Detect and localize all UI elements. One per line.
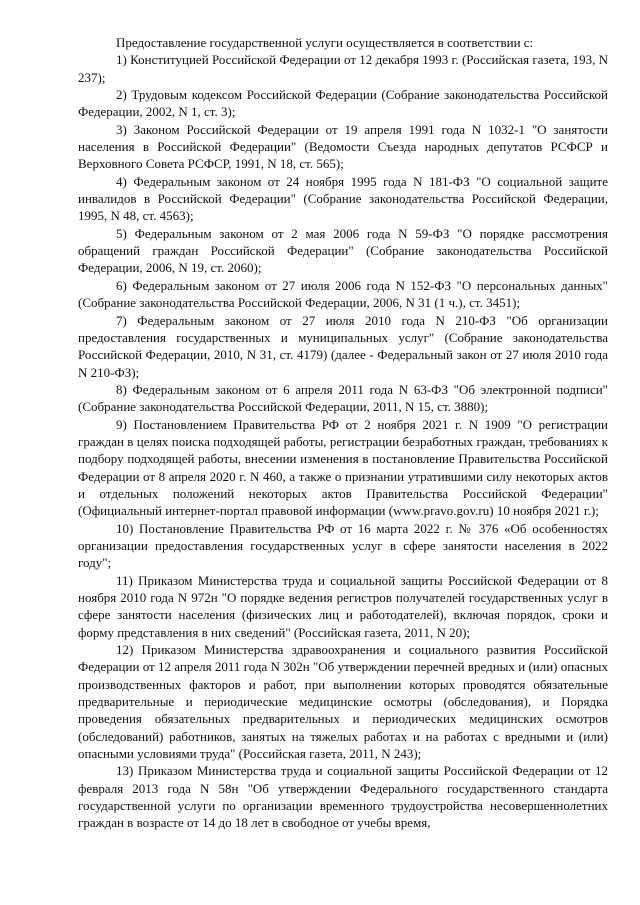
paragraph-intro: Предоставление государственной услуги осуществляется в соответствии с: — [116, 35, 534, 50]
paragraph-item-13: 13) Приказом Министерства труда и социальной защиты Российской Федерации от 12 февраля 2013 года N 58н "Об утверждении Федерального государственного стандарта государственной услуги по организации временного трудоустройства несовершеннолетних граждан в возрасте от 14 до 18 лет в свободное от учебы время, — [78, 763, 608, 831]
paragraph-item-6: 6) Федеральным законом от 27 июля 2006 года N 152-ФЗ "О персональных данных" (Собрание законодательства Российской Федерации, 2006, N 31 (1 ч.), ст. 3451); — [78, 277, 608, 311]
paragraph-item-9: 9) Постановлением Правительства РФ от 2 ноября 2021 г. N 1909 "О регистрации граждан в целях поиска подходящей работы, регистрации безработных граждан, требованиях к подбору подходящей работы, внесении изменения в постановление Правительства Российской Федерации от 8 апреля 2020 г. N 460, а также о признании утратившими силу некоторых актов и отдельных положений некоторых актов Правительства Российской Федерации" (Официальный интернет-портал правовой информации (www.pravo.gov.ru) 10 ноября 2021 г.); — [78, 416, 608, 519]
paragraph-item-4: 4) Федеральным законом от 24 ноября 1995 года N 181-ФЗ "О социальной защите инвалидов в Российской Федерации" (Собрание законодательства Российской Федерации, 1995, N 48, ст. 4563); — [78, 173, 608, 224]
document-body — [78, 34, 608, 832]
paragraph-item-8: 8) Федеральным законом от 6 апреля 2011 года N 63-ФЗ "Об электронной подписи" (Собрание законодательства Российской Федерации, 2011, N 15, ст. 3880); — [78, 381, 608, 415]
paragraph-item-2: 2) Трудовым кодексом Российской Федерации (Собрание законодательства Российской Федерации, 2002, N 1, ст. 3); — [78, 87, 608, 120]
paragraph-item-5: 5) Федеральным законом от 2 мая 2006 года N 59-ФЗ "О порядке рассмотрения обращений граждан Российской Федерации" (Собрание законодательства Российской Федерации, 2006, N 19, ст. 2060); — [78, 225, 608, 276]
paragraph-item-10: 10) Постановление Правительства РФ от 16 марта 2022 г. № 376 «Об особенностях организации предоставления государственных услуг в сфере занятости населения в 2022 году"; — [78, 520, 608, 571]
paragraph-item-1: 1) Конституцией Российской Федерации от 12 декабря 1993 г. (Российская газета, 193, N 237); — [78, 52, 608, 85]
paragraph-item-7: 7) Федеральным законом от 27 июля 2010 года N 210-ФЗ "Об организации предоставления государственных и муниципальных услуг" (Собрание законодательства Российской Федерации, 2010, N 31, ст. 4179) (далее - Федеральный закон от 27 июля 2010 года N 210-ФЗ); — [78, 312, 608, 380]
paragraph-item-11: 11) Приказом Министерства труда и социальной защиты Российской Федерации от 8 ноября 2010 года N 972н "О порядке ведения регистров получателей государственных услуг в сфере занятости населения (физических лиц и работодателей), включая порядок, сроки и форму представления в них сведений" (Российская газета, 2011, N 20); — [78, 572, 608, 640]
paragraph-item-3: 3) Законом Российской Федерации от 19 апреля 1991 года N 1032-1 "О занятости населения в Российской Федерации" (Ведомости Съезда народных депутатов РСФСР и Верховного Совета РСФСР, 1991, N 18, ст. 565); — [78, 121, 608, 172]
paragraph-item-12: 12) Приказом Министерства здравоохранения и социального развития Российской Федерации от 12 апреля 2011 года N 302н "Об утверждении перечней вредных и (или) опасных производственных факторов и работ, при выполнении которых проводятся обязательные предварительные и периодические медицинские осмотры (обследования), и Порядка проведения обязательных предварительных и периодических медицинских осмотров (обследований) работников, занятых на тяжелых работах и на работах с вредными и (или) опасными условиями труда" (Российская газета, 2011, N 243); — [78, 642, 608, 762]
